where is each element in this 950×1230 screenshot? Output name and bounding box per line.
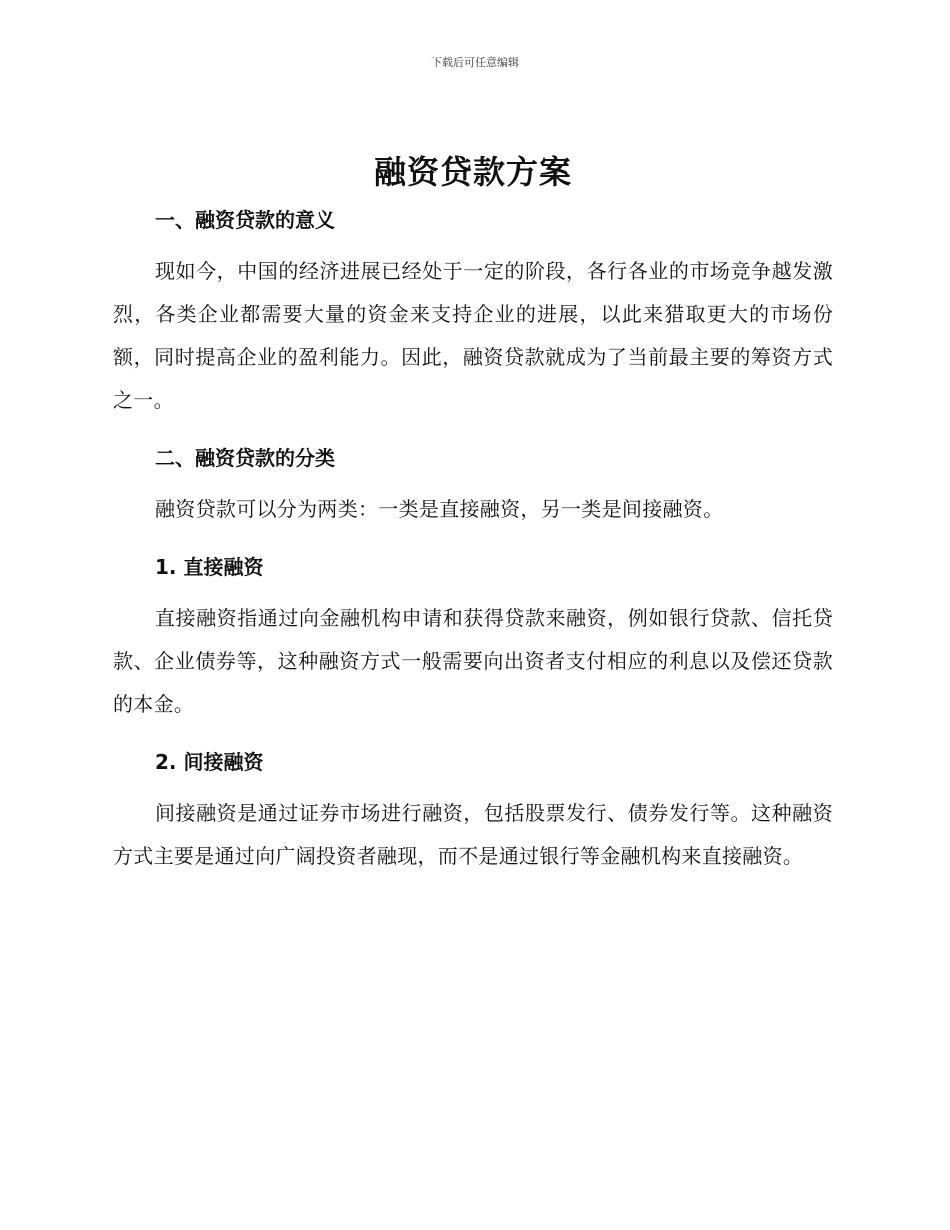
page-header: 下载后可任意编辑 — [431, 56, 519, 69]
subsection-heading-indirect-financing: 2. 间接融资 — [155, 750, 264, 774]
paragraph-classification: 融资贷款可以分为两类：一类是直接融资，另一类是间接融资。 — [155, 497, 724, 521]
document-title: 融资贷款方案 — [373, 153, 572, 191]
paragraph-indirect-financing: 间接融资是通过证券市场进行融资，包括股票发行、债券发行等。这种融资方式主要是通过向广阔投资者融现，而不是通过银行等金融机构来直接融资。 — [113, 801, 833, 868]
subsection-heading-direct-financing: 1. 直接融资 — [155, 555, 264, 579]
section-heading-significance: 一、融资贷款的意义 — [155, 208, 335, 232]
paragraph-direct-financing: 直接融资指通过向金融机构申请和获得贷款来融资，例如银行贷款、信托贷款、企业债券等，这种融资方式一般需要向出资者支付相应的利息以及偿还贷款的本金。 — [113, 606, 833, 716]
paragraph-significance: 现如今，中国的经济进展已经处于一定的阶段，各行各业的市场竞争越发激烈，各类企业都需要大量的资金来支持企业的进展，以此来猎取更大的市场份额，同时提高企业的盈利能力。因此，融资贷款就成为了当前最主要的筹资方式之一。 — [113, 259, 833, 412]
section-heading-classification: 二、融资贷款的分类 — [155, 446, 335, 470]
document-body — [113, 150, 833, 878]
